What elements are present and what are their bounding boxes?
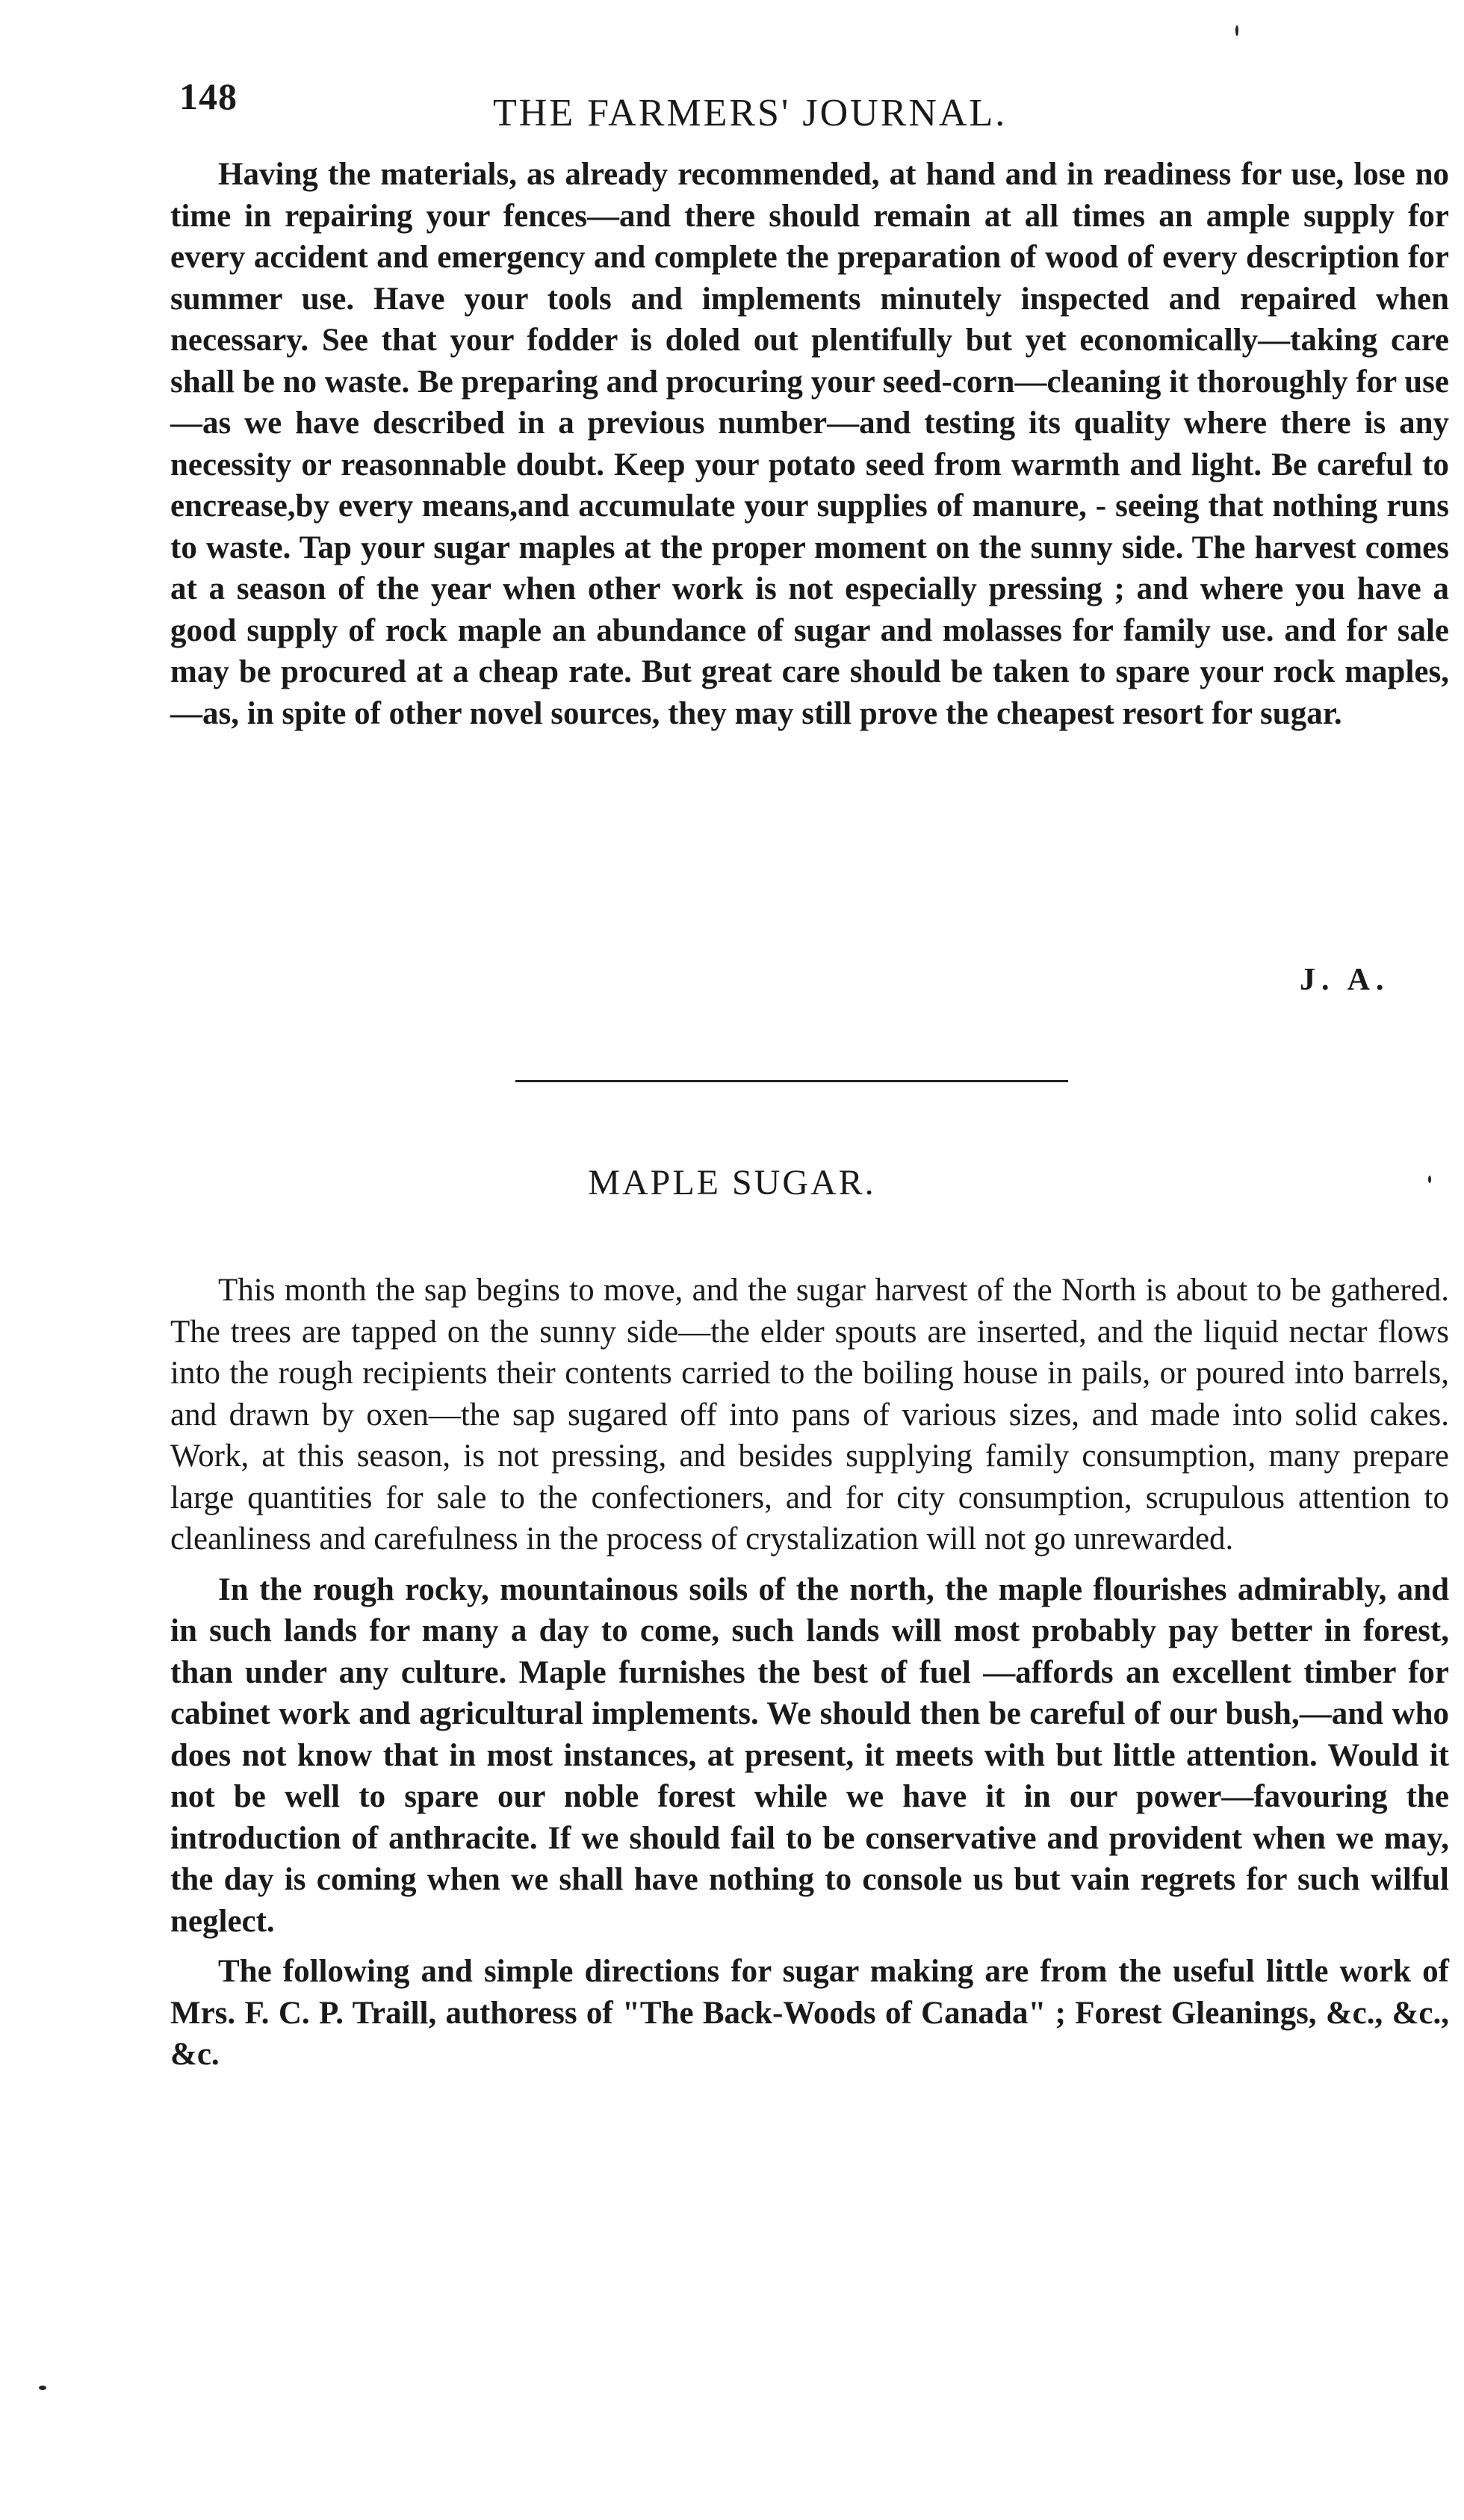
section-divider — [515, 1080, 1068, 1082]
page-number: 148 — [179, 75, 238, 117]
running-title: THE FARMERS' JOURNAL. — [493, 92, 1008, 134]
article-paragraph-3: The following and simple directions for sugar making are from the useful little work of Mrs. F. C. P. Traill, authoress of "The Back-Woods of Canada" ; Forest Gleanings, &c., &c., &c. — [170, 1954, 1449, 2072]
article-paragraph-1: This month the sap begins to move, and the sugar harvest of the North is about to be gathered. The trees are tapped on the sunny side—the elder spouts are inserted, and the liquid nectar flows into the rough recipients their contents carried to the boiling house in pails, or poured into barrels, and drawn by oxen—the sap sugared off into pans of various sizes, and made into solid cakes. Work, at this season, is not pressing, and besides supplying family consumption, many prepare large quantities for sale to the confectioners, and for city consumption, scrupulous attention to cleanliness and carefulness in the process of crystalization will not go unrewarded. — [170, 1273, 1449, 1557]
print-speck — [39, 2386, 46, 2390]
article-body — [170, 1270, 1449, 2076]
print-speck — [1428, 1176, 1431, 1183]
page-header — [179, 75, 1449, 142]
letter-body — [170, 154, 1449, 734]
print-speck — [1235, 25, 1238, 36]
article-paragraph-2: In the rough rocky, mountainous soils of the north, the maple flourishes admirably, and in such lands for many a day to come, such lands will most probably pay better in forest, than under any culture. Maple furnishes the best of fuel —affords an excellent timber for cabinet work and agricultural implements. We should then be careful of our bush,—and who does not know that in most instances, at present, it meets with but little attention. Would it not be well to spare our noble forest while we have it in our power—favouring the introduction of anthracite. If we should fail to be conservative and provident when we may, the day is coming when we shall have nothing to console us but vain regrets for such wilful neglect. — [170, 1571, 1449, 1939]
article-title: MAPLE SUGAR. — [588, 1163, 876, 1202]
letter-signature: J. A. — [1300, 963, 1390, 997]
letter-paragraph: Having the materials, as already recommended, at hand and in readiness for use, lose no time in repairing your fences—and there should remain at all times an ample supply for every accident and emergency and complete the preparation of wood of every description for summer use. Have your tools and implements minutely inspected and repaired when necessary. See that your fodder is doled out plentifully but yet economically—taking care shall be no waste. Be preparing and procuring your seed-corn—cleaning it thoroughly for use—as we have described in a previous number—and testing its quality where there is any necessity or reasonnable doubt. Keep your potato seed from warmth and light. Be careful to encrease,by every means,and accumulate your supplies of manure, - seeing that nothing runs to waste. Tap your sugar maples at the proper moment on the sunny side. The harvest comes at a season of the year when other work is not especially pressing ; and where you have a good supply of rock maple an abundance of sugar and molasses for family use. and for sale may be procured at a cheap rate. But great care should be taken to spare your rock maples,—as, in spite of other novel sources, they may still prove the cheapest resort for sugar. — [170, 157, 1449, 731]
